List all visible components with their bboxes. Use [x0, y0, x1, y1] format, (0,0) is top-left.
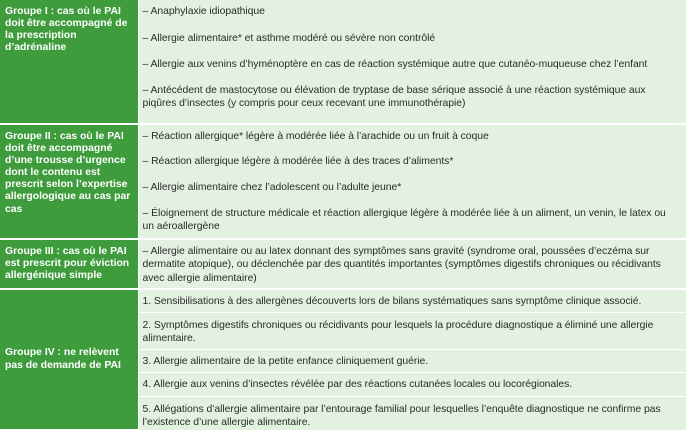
group-3-title: Groupe III : cas où le PAI est prescrit pour éviction allergénique simple — [5, 246, 130, 282]
group-4-item-1: 1. Sensibilisations à des allergènes découverts lors de bilans systématiques sans symptôme clinique associé. — [138, 289, 686, 312]
group-3-header — [0, 239, 138, 289]
group-2-item-1: – Réaction allergique* légère à modérée liée à l’arachide ou un fruit à coque — [138, 124, 686, 147]
table-row — [0, 289, 686, 312]
group-2-header — [0, 124, 138, 239]
group-1-item-1: – Anaphylaxie idiopathique — [138, 0, 686, 24]
group-1-title: Groupe I : cas où le PAI doit être accompagné de la prescription d’adrénaline — [5, 6, 128, 54]
group-1-item-3: – Allergie aux venins d’hyménoptère en cas de réaction systémique autre que cutanéo-muqueuse chez l’enfant — [138, 51, 686, 78]
group-4-item-2: 2. Symptômes digestifs chroniques ou récidivants pour lesquels la procédure diagnostique a éliminé une allergie alimentaire. — [138, 312, 686, 349]
group-4-header — [0, 289, 138, 430]
group-1-item-4: – Antécédent de mastocytose ou élévation de tryptase de base sérique associé à une réaction systémique aux piqûres d’insectes (y compris pour ceux recevant une immunothérapie) — [138, 78, 686, 124]
table-row — [0, 0, 686, 24]
group-2-title: Groupe II : cas où le PAI doit être accompagné d’une trousse d’urgence dont le contenu est prescrit selon l’expertise allergologique au cas par cas — [5, 131, 131, 215]
table-row — [0, 239, 686, 289]
group-4-item-3: 3. Allergie alimentaire de la petite enfance cliniquement guérie. — [138, 349, 686, 372]
group-2-item-4: – Éloignement de structure médicale et réaction allergique légère à modérée liée à un aliment, un venin, le latex ou un aéroallergène — [138, 201, 686, 239]
group-1-item-2: – Allergie alimentaire* et asthme modéré ou sévère non contrôlé — [138, 24, 686, 51]
group-2-item-2: – Réaction allergique légère à modérée liée à des traces d’aliments* — [138, 147, 686, 174]
table-row — [0, 124, 686, 147]
group-3-item-1: – Allergie alimentaire ou au latex donnant des symptômes sans gravité (syndrome oral, poussées d’eczéma sur dermatite atopique), ou déclenchée par des quantités importantes (symptômes digestifs chroniques ou récidivants avec allergie alimentaire) — [138, 239, 686, 289]
group-4-item-5: 5. Allégations d’allergie alimentaire par l’entourage familial pour lesquelles l’enquête diagnostique ne confirme pas l’existence d’une allergie alimentaire. — [138, 396, 686, 430]
group-4-item-4: 4. Allergie aux venins d’insectes révélée par des réactions cutanées locales ou locorégionales. — [138, 372, 686, 396]
group-4-title: Groupe IV : ne relèvent pas de demande de PAI — [5, 347, 121, 371]
group-2-item-3: – Allergie alimentaire chez l’adolescent ou l’adulte jeune* — [138, 174, 686, 201]
group-1-header — [0, 0, 138, 124]
